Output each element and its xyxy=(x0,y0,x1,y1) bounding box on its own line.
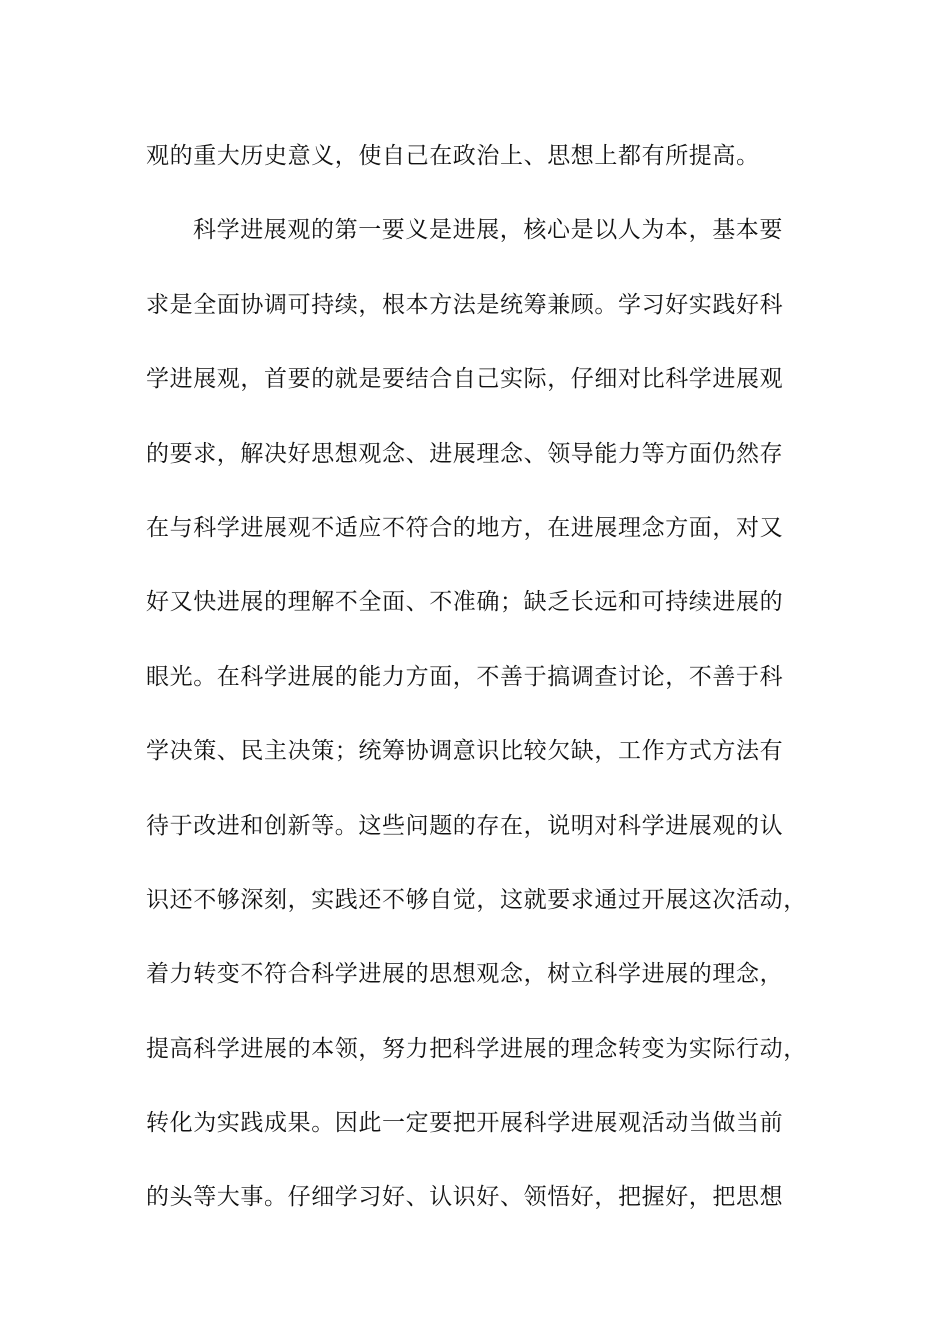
text-line: 的头等大事。仔细学习好、认识好、领悟好，把握好，把思想 xyxy=(146,1184,784,1211)
text-line: 好又快进展的理解不全面、不准确；缺乏长远和可持续进展的 xyxy=(146,589,784,616)
text-line: 眼光。在科学进展的能力方面，不善于搞调查讨论，不善于科 xyxy=(146,663,784,690)
text-line: 着力转变不符合科学进展的思想观念，树立科学进展的理念， xyxy=(146,961,784,988)
text-line: 提高科学进展的本领，努力把科学进展的理念转变为实际行动， xyxy=(146,1035,807,1062)
paragraph-first-line: 科学进展观的第一要义是进展，核心是以人为本，基本要 xyxy=(193,217,783,244)
text-line: 求是全面协调可持续，根本方法是统筹兼顾。学习好实践好科 xyxy=(146,291,784,318)
text-line: 在与科学进展观不适应不符合的地方，在进展理念方面，对又 xyxy=(146,514,784,541)
text-line: 学决策、民主决策；统筹协调意识比较欠缺，工作方式方法有 xyxy=(146,738,784,765)
text-line: 待于改进和创新等。这些问题的存在，说明对科学进展观的认 xyxy=(146,812,784,839)
text-line: 学进展观，首要的就是要结合自己实际，仔细对比科学进展观 xyxy=(146,366,784,393)
text-line: 转化为实践成果。因此一定要把开展科学进展观活动当做当前 xyxy=(146,1110,784,1137)
text-line: 观的重大历史意义，使自己在政治上、思想上都有所提高。 xyxy=(146,143,760,169)
text-line: 识还不够深刻，实践还不够自觉，这就要求通过开展这次活动， xyxy=(146,886,807,913)
body-text xyxy=(146,132,826,1248)
text-line: 的要求，解决好思想观念、进展理念、领导能力等方面仍然存 xyxy=(146,440,784,467)
